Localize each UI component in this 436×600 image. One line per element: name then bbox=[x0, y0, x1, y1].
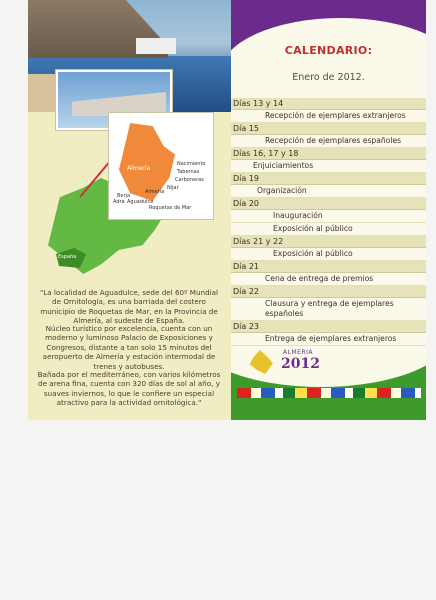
map-place-4: Almería bbox=[145, 189, 165, 195]
event-day: Día 22 bbox=[231, 286, 426, 298]
spain-label: España bbox=[58, 254, 77, 260]
event-day: Día 20 bbox=[231, 198, 426, 210]
event-day: Días 21 y 22 bbox=[231, 236, 426, 248]
map-place-8: Roquetas de Mar bbox=[149, 205, 192, 211]
event-day: Día 15 bbox=[231, 123, 426, 135]
event-item: Recepción de ejemplares extranjeros bbox=[231, 110, 426, 123]
almeria-map bbox=[108, 112, 214, 220]
map-place-0: Nacimiento bbox=[177, 161, 206, 167]
event-day: Días 13 y 14 bbox=[231, 98, 426, 110]
event-day: Día 19 bbox=[231, 173, 426, 185]
map-place-7: Aguadulce bbox=[127, 199, 154, 205]
calendar-events bbox=[231, 98, 426, 346]
event-day: Días 16, 17 y 18 bbox=[231, 148, 426, 160]
intro-paragraph-1: "La localidad de Aguadulce, sede del 60º Mundial de Ornitología, es una barriada del costero municipio de Roquetas de Mar, en la Provincia de Almería, al sudeste de España. bbox=[39, 288, 219, 326]
event-item: Clausura y entrega de ejemplares españoles bbox=[231, 298, 426, 321]
event-item: Cena de entrega de premios bbox=[231, 273, 426, 286]
logo-year: 2012 bbox=[281, 356, 320, 372]
event-item: Entrega de ejemplares extranjeros bbox=[231, 333, 426, 346]
event-item: Recepción de ejemplares españoles bbox=[231, 135, 426, 148]
event-item: Enjuiciamientos bbox=[231, 160, 426, 173]
right-panel bbox=[231, 0, 426, 420]
map-place-5: Berja bbox=[117, 193, 131, 199]
event-item: Exposición al público bbox=[231, 223, 426, 236]
logo-city: ALMERIA bbox=[283, 349, 313, 356]
intro-paragraph-3: Bañada por el mediterráneo, con varios kilómetros de arena fina, cuenta con 320 días de sol al año, y suaves inviernos, lo que le confiere un especial atractivo para la actividad ornitológica." bbox=[37, 370, 221, 408]
map-place-3: Níjar bbox=[167, 185, 179, 191]
seaside-building bbox=[136, 38, 176, 54]
map-place-2: Carboneras bbox=[175, 177, 204, 183]
flags-strip bbox=[237, 388, 421, 398]
calendar-month: Enero de 2012. bbox=[292, 72, 365, 83]
calendar-title: CALENDARIO: bbox=[284, 44, 373, 57]
map-place-1: Tabernas bbox=[177, 169, 200, 175]
intro-paragraph-2: Núcleo turístico por excelencia, cuenta con un moderno y luminoso Palacio de Exposiciones y Congresos, distante a tan solo 15 minutos del aeropuerto de Almería y estación intermodal de trenes y autobuses. bbox=[42, 324, 216, 371]
event-item: Exposición al público bbox=[231, 248, 426, 261]
event-item: Inauguración bbox=[231, 210, 426, 223]
event-day: Día 23 bbox=[231, 321, 426, 333]
event-day: Día 21 bbox=[231, 261, 426, 273]
map-place-6: Adra bbox=[113, 199, 125, 205]
map-label-almeria: Almería bbox=[127, 165, 151, 172]
event-item: Organización bbox=[231, 185, 426, 198]
